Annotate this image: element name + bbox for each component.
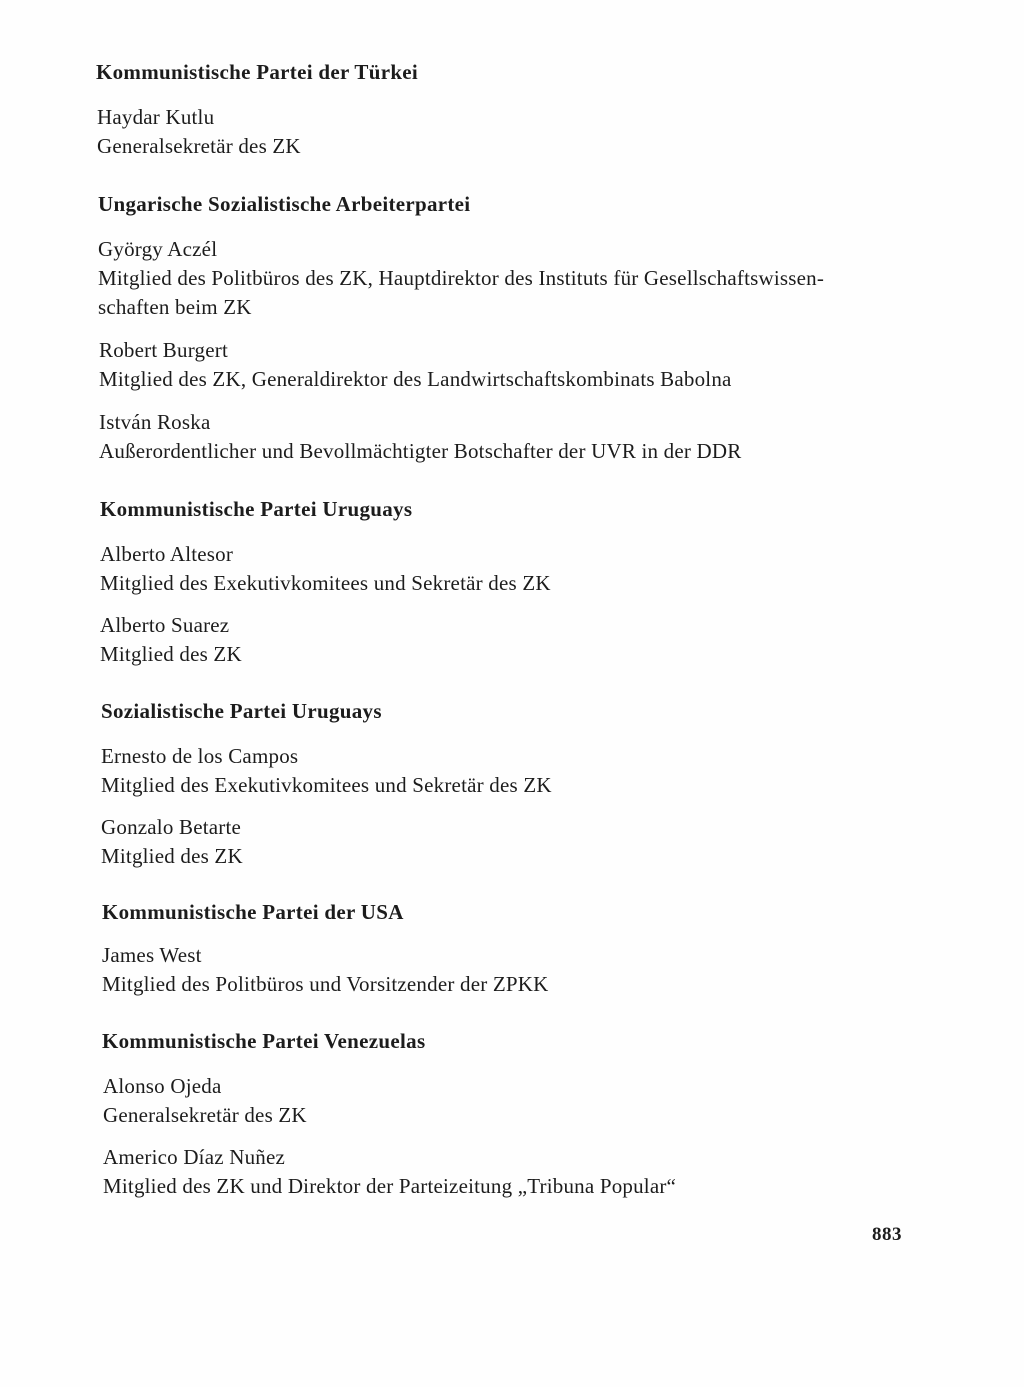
- entry: [97, 103, 301, 161]
- entry: [99, 408, 741, 466]
- section-heading: Kommunistische Partei der Türkei: [96, 60, 419, 84]
- entry: [98, 235, 824, 322]
- section-heading: Kommunistische Partei der USA: [102, 900, 404, 924]
- entry: [102, 941, 549, 999]
- page-number: 883: [872, 1224, 902, 1245]
- entry-name: Alonso Ojeda: [103, 1074, 222, 1098]
- entry-role: Mitglied des ZK: [100, 642, 242, 666]
- entry-role: Mitglied des Exekutivkomitees und Sekretär des ZK: [100, 571, 551, 595]
- entry-name: Haydar Kutlu: [97, 105, 215, 129]
- entry-role: Mitglied des ZK, Generaldirektor des Landwirtschaftskombinats Babolna: [99, 367, 732, 391]
- entry-role: Mitglied des ZK: [101, 844, 243, 868]
- entry: [101, 742, 552, 800]
- entry: [100, 540, 551, 598]
- entry-role-continued: schaften beim ZK: [98, 295, 252, 319]
- entry-name: István Roska: [99, 410, 211, 434]
- entry: [103, 1143, 676, 1201]
- entry-name: Americo Díaz Nuñez: [103, 1145, 286, 1169]
- entry-role: Mitglied des Exekutivkomitees und Sekretär des ZK: [101, 773, 552, 797]
- entry: [99, 336, 732, 394]
- entry-name: Robert Burgert: [99, 338, 228, 362]
- entry-name: Gonzalo Betarte: [101, 815, 242, 839]
- entry-name: György Aczél: [98, 237, 218, 261]
- entry-role: Mitglied des ZK und Direktor der Parteizeitung „Tribuna Popular“: [103, 1174, 677, 1198]
- section-heading: Kommunistische Partei Venezuelas: [102, 1029, 426, 1053]
- section-heading: Kommunistische Partei Uruguays: [100, 497, 413, 521]
- entry-role: Außerordentlicher und Bevollmächtigter Botschafter der UVR in der DDR: [99, 439, 742, 463]
- entry: [101, 813, 243, 871]
- entry: [103, 1072, 307, 1130]
- entry-role: Mitglied des Politbüros und Vorsitzender der ZPKK: [102, 972, 549, 996]
- entry-name: Alberto Suarez: [100, 613, 230, 637]
- section-heading: Ungarische Sozialistische Arbeiterpartei: [98, 192, 471, 216]
- entry-name: Alberto Altesor: [100, 542, 234, 566]
- section-heading: Sozialistische Partei Uruguays: [101, 699, 382, 723]
- entry: [100, 611, 242, 669]
- entry-role: Mitglied des Politbüros des ZK, Hauptdirektor des Instituts für Gesellschaftswissen-: [98, 266, 825, 290]
- entry-name: James West: [102, 943, 202, 967]
- entry-role: Generalsekretär des ZK: [97, 134, 301, 158]
- entry-role: Generalsekretär des ZK: [103, 1103, 307, 1127]
- entry-name: Ernesto de los Campos: [101, 744, 299, 768]
